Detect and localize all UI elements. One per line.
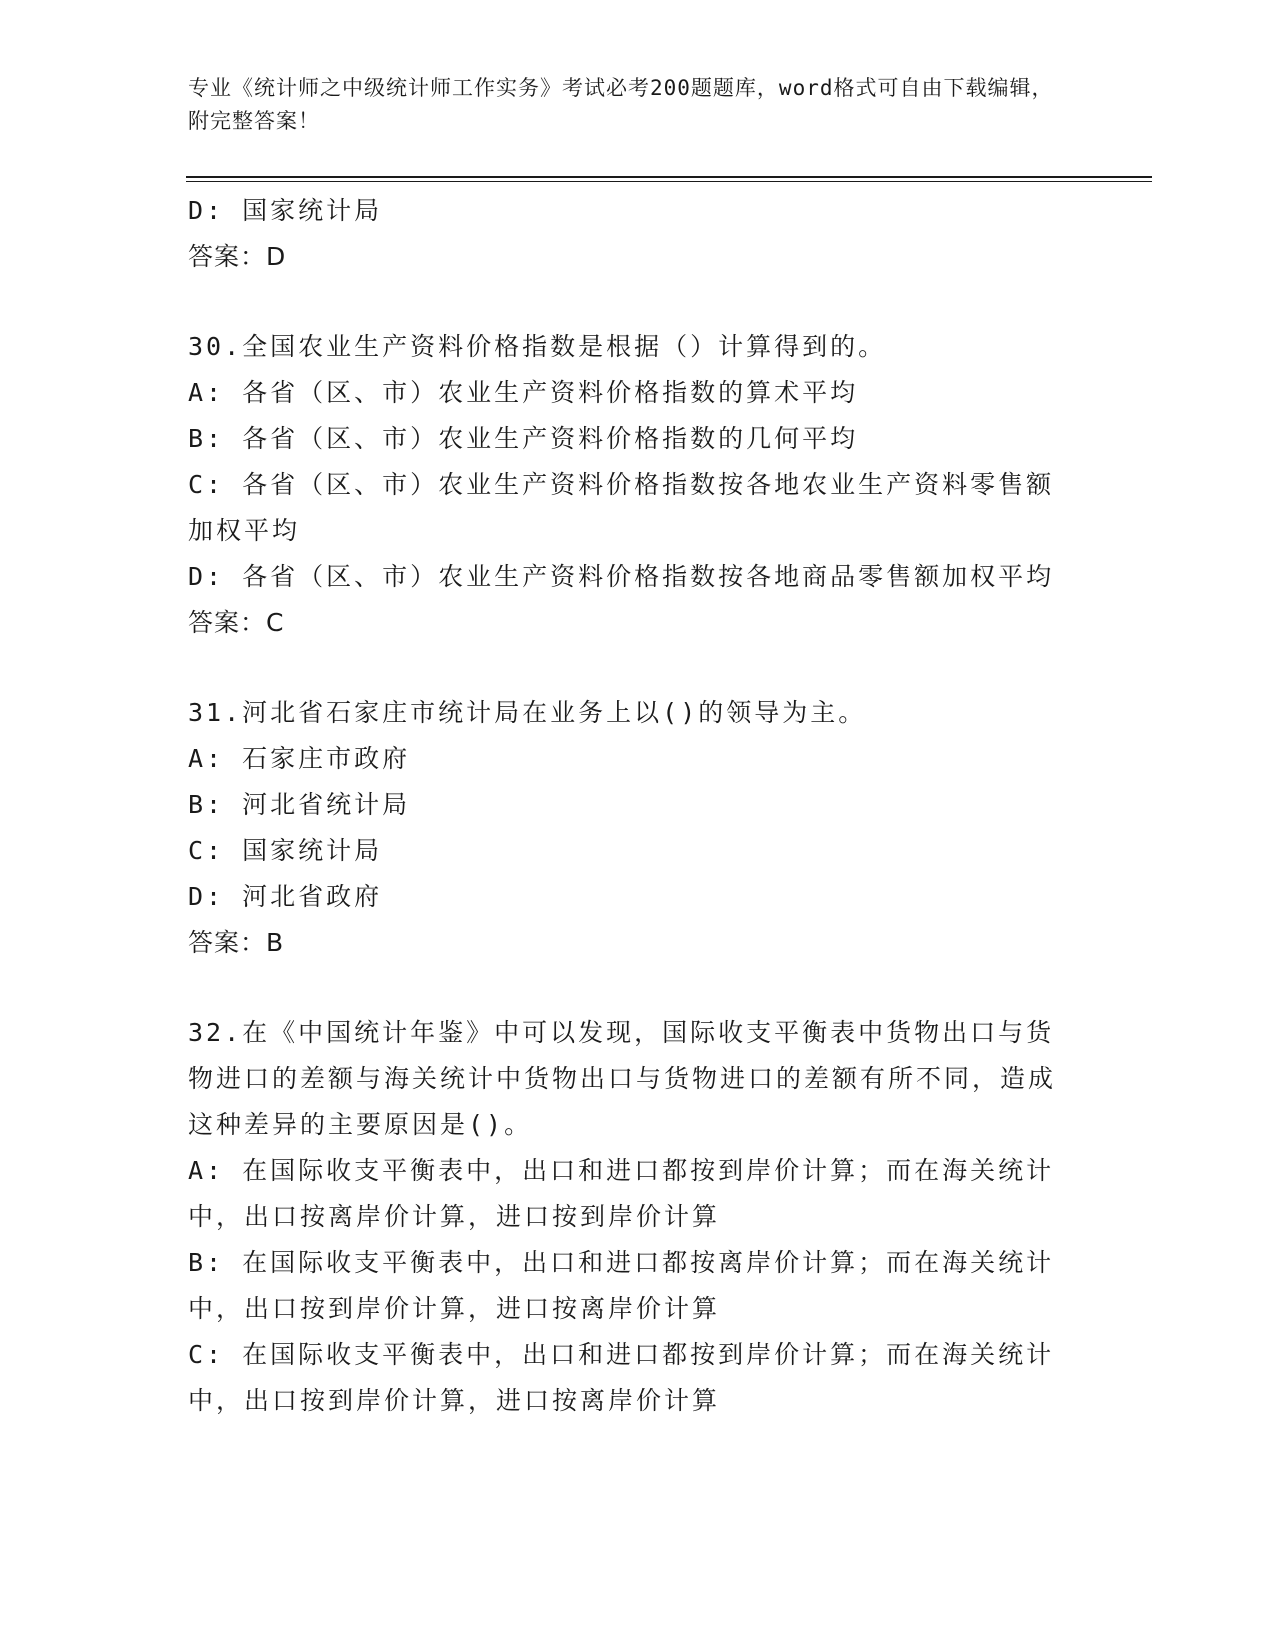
option-a: A: 在国际收支平衡表中，出口和进口都按到岸价计算；而在海关统计中，出口按离岸价计算，进口按到岸价计算 (188, 1156, 1055, 1231)
header-divider-thin (186, 181, 1152, 182)
option-d: D: 各省（区、市）农业生产资料价格指数按各地商品零售额加权平均 (188, 562, 1055, 591)
option-c: C: 在国际收支平衡表中，出口和进口都按到岸价计算；而在海关统计中，出口按到岸价计算，进口按离岸价计算 (188, 1340, 1055, 1415)
header-divider-thick (186, 176, 1152, 178)
option-a: A: 石家庄市政府 (188, 744, 411, 773)
option-b: B: 在国际收支平衡表中，出口和进口都按离岸价计算；而在海关统计中，出口按到岸价计算，进口按离岸价计算 (188, 1248, 1055, 1323)
option-c: C: 国家统计局 (188, 836, 383, 865)
question-30 (188, 324, 1068, 646)
page-header: 专业《统计师之中级统计师工作实务》考试必考200题题库，word格式可自由下载编辑，附完整答案！ (188, 76, 1054, 133)
option-a: A: 各省（区、市）农业生产资料价格指数的算术平均 (188, 378, 859, 407)
option-d: D: 河北省政府 (188, 882, 383, 911)
answer-line: 答案：B (188, 928, 285, 957)
option-b: B: 河北省统计局 (188, 790, 411, 819)
answer-line: 答案：D (188, 242, 287, 271)
question-content (188, 188, 1068, 1424)
answer-line: 答案：C (188, 608, 285, 637)
option-d: D: 国家统计局 (188, 196, 383, 225)
question-stem: 31.河北省石家庄市统计局在业务上以()的领导为主。 (188, 698, 867, 727)
question-stem: 30.全国农业生产资料价格指数是根据（）计算得到的。 (188, 332, 887, 361)
question-stem: 32.在《中国统计年鉴》中可以发现，国际收支平衡表中货物出口与货物进口的差额与海关统计中货物出口与货物进口的差额有所不同，造成这种差异的主要原因是()。 (188, 1018, 1057, 1139)
option-c: C: 各省（区、市）农业生产资料价格指数按各地农业生产资料零售额加权平均 (188, 470, 1055, 545)
question-32 (188, 1010, 1068, 1424)
question-continuation (188, 188, 1068, 280)
option-b: B: 各省（区、市）农业生产资料价格指数的几何平均 (188, 424, 859, 453)
question-31 (188, 690, 1068, 966)
